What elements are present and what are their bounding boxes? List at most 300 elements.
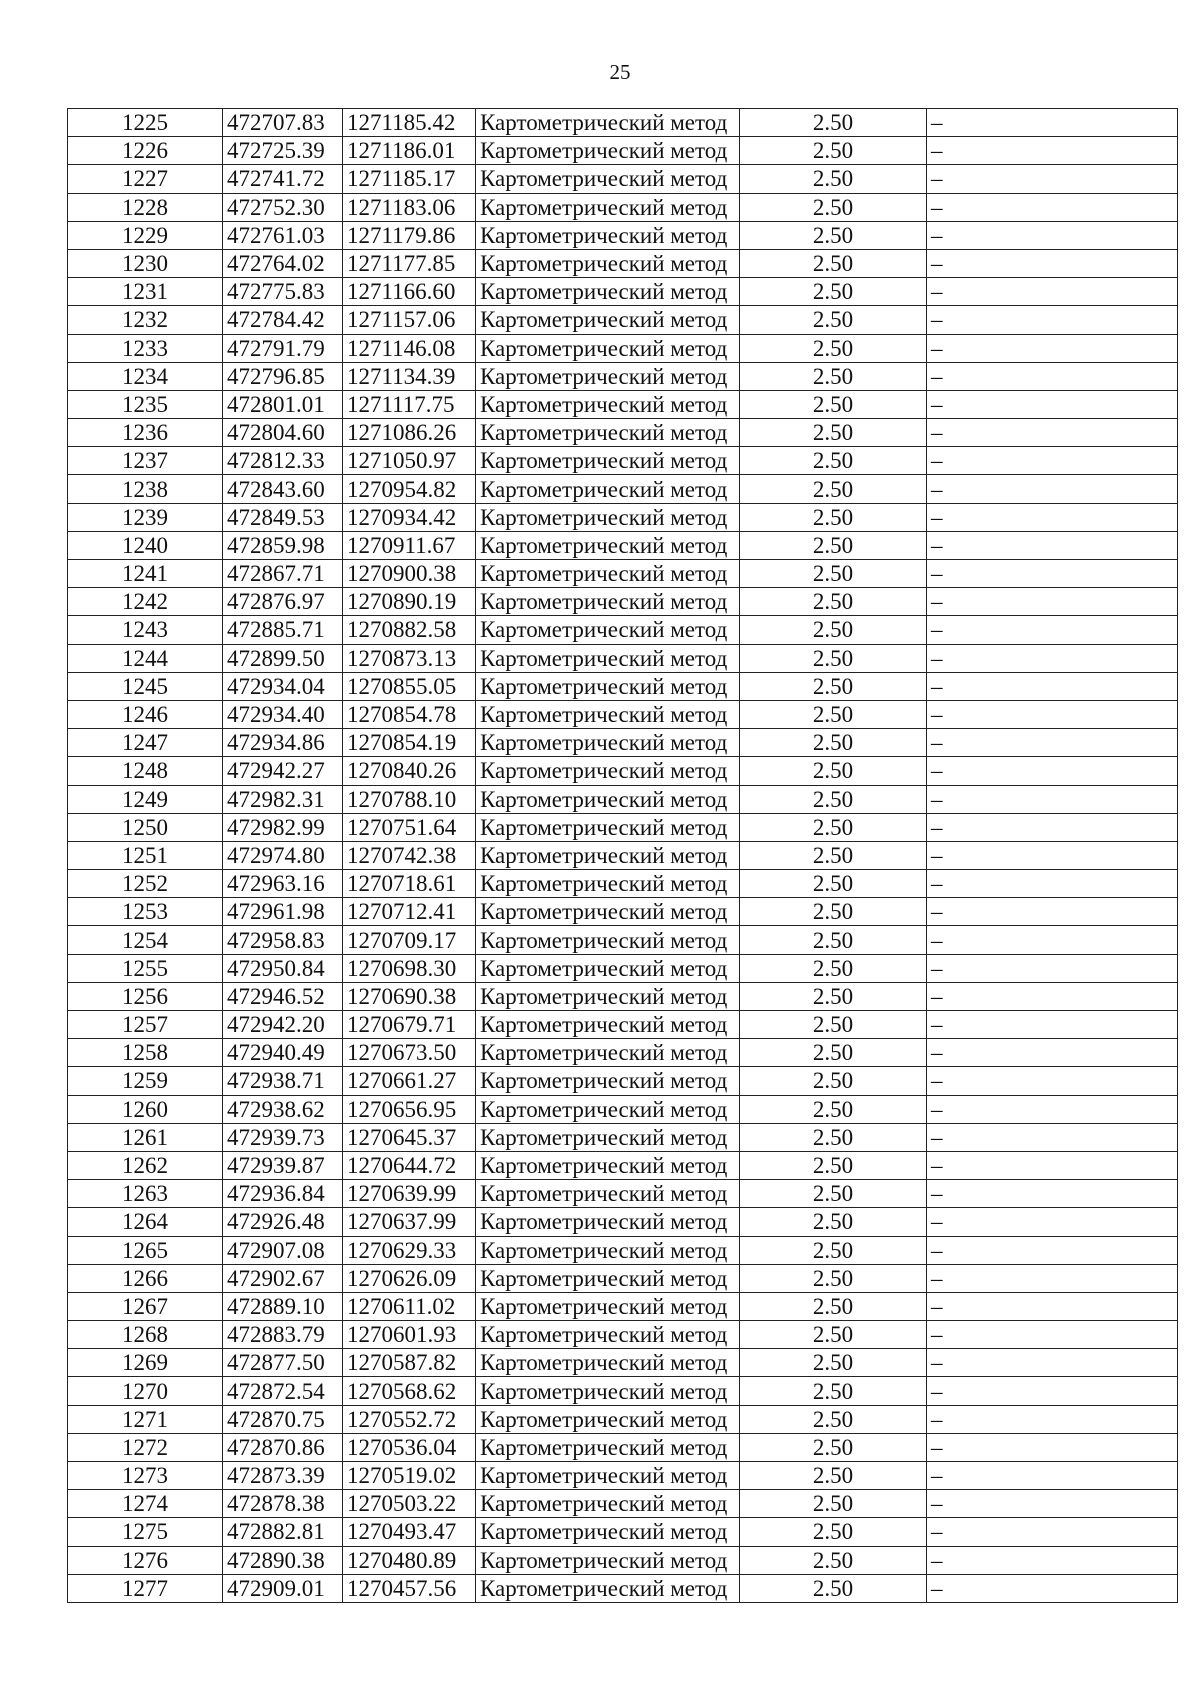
table-row: [68, 954, 1178, 982]
point-number-cell: 1270: [68, 1377, 223, 1405]
description-cell: –: [927, 785, 1178, 813]
y-coordinate-cell: 1270536.04: [343, 1433, 476, 1461]
table-row: [68, 729, 1178, 757]
precision-cell: 2.50: [740, 278, 927, 306]
x-coordinate-cell: 472873.39: [223, 1462, 343, 1490]
table-row: [68, 1236, 1178, 1264]
y-coordinate-cell: 1270645.37: [343, 1123, 476, 1151]
description-cell: –: [927, 419, 1178, 447]
table-row: [68, 785, 1178, 813]
point-number-cell: 1271: [68, 1405, 223, 1433]
description-cell: –: [927, 1208, 1178, 1236]
method-cell: Картометрический метод: [476, 926, 740, 954]
y-coordinate-cell: 1270568.62: [343, 1377, 476, 1405]
description-cell: –: [927, 560, 1178, 588]
method-cell: Картометрический метод: [476, 644, 740, 672]
description-cell: –: [927, 982, 1178, 1010]
precision-cell: 2.50: [740, 1433, 927, 1461]
x-coordinate-cell: 472902.67: [223, 1264, 343, 1292]
x-coordinate-cell: 472741.72: [223, 165, 343, 193]
precision-cell: 2.50: [740, 390, 927, 418]
description-cell: –: [927, 390, 1178, 418]
y-coordinate-cell: 1271185.42: [343, 109, 476, 137]
x-coordinate-cell: 472934.86: [223, 729, 343, 757]
x-coordinate-cell: 472791.79: [223, 334, 343, 362]
description-cell: –: [927, 1151, 1178, 1179]
precision-cell: 2.50: [740, 785, 927, 813]
point-number-cell: 1240: [68, 531, 223, 559]
description-cell: –: [927, 475, 1178, 503]
description-cell: –: [927, 447, 1178, 475]
x-coordinate-cell: 472963.16: [223, 870, 343, 898]
precision-cell: 2.50: [740, 700, 927, 728]
precision-cell: 2.50: [740, 1462, 927, 1490]
method-cell: Картометрический метод: [476, 841, 740, 869]
y-coordinate-cell: 1271177.85: [343, 249, 476, 277]
point-number-cell: 1267: [68, 1292, 223, 1320]
precision-cell: 2.50: [740, 1151, 927, 1179]
y-coordinate-cell: 1270698.30: [343, 954, 476, 982]
table-row: [68, 982, 1178, 1010]
point-number-cell: 1257: [68, 1011, 223, 1039]
table-row: [68, 1490, 1178, 1518]
point-number-cell: 1269: [68, 1349, 223, 1377]
description-cell: –: [927, 1546, 1178, 1574]
precision-cell: 2.50: [740, 757, 927, 785]
table-row: [68, 249, 1178, 277]
point-number-cell: 1235: [68, 390, 223, 418]
method-cell: Картометрический метод: [476, 588, 740, 616]
precision-cell: 2.50: [740, 1011, 927, 1039]
description-cell: –: [927, 898, 1178, 926]
x-coordinate-cell: 472961.98: [223, 898, 343, 926]
method-cell: Картометрический метод: [476, 165, 740, 193]
description-cell: –: [927, 1518, 1178, 1546]
y-coordinate-cell: 1270882.58: [343, 616, 476, 644]
method-cell: Картометрический метод: [476, 1321, 740, 1349]
table-row: [68, 926, 1178, 954]
point-number-cell: 1244: [68, 644, 223, 672]
x-coordinate-cell: 472870.86: [223, 1433, 343, 1461]
method-cell: Картометрический метод: [476, 419, 740, 447]
precision-cell: 2.50: [740, 419, 927, 447]
x-coordinate-cell: 472812.33: [223, 447, 343, 475]
description-cell: –: [927, 1377, 1178, 1405]
table-row: [68, 1349, 1178, 1377]
y-coordinate-cell: 1270690.38: [343, 982, 476, 1010]
method-cell: Картометрический метод: [476, 1039, 740, 1067]
table-row: [68, 898, 1178, 926]
description-cell: –: [927, 729, 1178, 757]
method-cell: Картометрический метод: [476, 306, 740, 334]
y-coordinate-cell: 1270718.61: [343, 870, 476, 898]
description-cell: –: [927, 503, 1178, 531]
y-coordinate-cell: 1271146.08: [343, 334, 476, 362]
description-cell: –: [927, 926, 1178, 954]
point-number-cell: 1274: [68, 1490, 223, 1518]
precision-cell: 2.50: [740, 870, 927, 898]
y-coordinate-cell: 1270480.89: [343, 1546, 476, 1574]
method-cell: Картометрический метод: [476, 249, 740, 277]
x-coordinate-cell: 472707.83: [223, 109, 343, 137]
method-cell: Картометрический метод: [476, 278, 740, 306]
y-coordinate-cell: 1270742.38: [343, 841, 476, 869]
x-coordinate-cell: 472890.38: [223, 1546, 343, 1574]
table-row: [68, 306, 1178, 334]
precision-cell: 2.50: [740, 560, 927, 588]
y-coordinate-cell: 1270644.72: [343, 1151, 476, 1179]
x-coordinate-cell: 472939.73: [223, 1123, 343, 1151]
x-coordinate-cell: 472938.71: [223, 1067, 343, 1095]
y-coordinate-cell: 1270493.47: [343, 1518, 476, 1546]
precision-cell: 2.50: [740, 1208, 927, 1236]
method-cell: Картометрический метод: [476, 531, 740, 559]
table-row: [68, 362, 1178, 390]
method-cell: Картометрический метод: [476, 193, 740, 221]
precision-cell: 2.50: [740, 193, 927, 221]
precision-cell: 2.50: [740, 1574, 927, 1602]
method-cell: Картометрический метод: [476, 700, 740, 728]
point-number-cell: 1276: [68, 1546, 223, 1574]
description-cell: –: [927, 954, 1178, 982]
table-row: [68, 1180, 1178, 1208]
precision-cell: 2.50: [740, 588, 927, 616]
y-coordinate-cell: 1270900.38: [343, 560, 476, 588]
point-number-cell: 1249: [68, 785, 223, 813]
x-coordinate-cell: 472752.30: [223, 193, 343, 221]
table-row: [68, 1546, 1178, 1574]
x-coordinate-cell: 472950.84: [223, 954, 343, 982]
method-cell: Картометрический метод: [476, 672, 740, 700]
precision-cell: 2.50: [740, 926, 927, 954]
description-cell: –: [927, 1405, 1178, 1433]
precision-cell: 2.50: [740, 954, 927, 982]
precision-cell: 2.50: [740, 503, 927, 531]
y-coordinate-cell: 1270788.10: [343, 785, 476, 813]
point-number-cell: 1259: [68, 1067, 223, 1095]
description-cell: –: [927, 1321, 1178, 1349]
table-row: [68, 1208, 1178, 1236]
precision-cell: 2.50: [740, 1518, 927, 1546]
point-number-cell: 1246: [68, 700, 223, 728]
precision-cell: 2.50: [740, 1377, 927, 1405]
x-coordinate-cell: 472843.60: [223, 475, 343, 503]
description-cell: –: [927, 1292, 1178, 1320]
table-row: [68, 1011, 1178, 1039]
point-number-cell: 1272: [68, 1433, 223, 1461]
precision-cell: 2.50: [740, 165, 927, 193]
table-row: [68, 700, 1178, 728]
method-cell: Картометрический метод: [476, 616, 740, 644]
x-coordinate-cell: 472725.39: [223, 137, 343, 165]
x-coordinate-cell: 472784.42: [223, 306, 343, 334]
x-coordinate-cell: 472804.60: [223, 419, 343, 447]
x-coordinate-cell: 472775.83: [223, 278, 343, 306]
y-coordinate-cell: 1271185.17: [343, 165, 476, 193]
description-cell: –: [927, 757, 1178, 785]
method-cell: Картометрический метод: [476, 1011, 740, 1039]
method-cell: Картометрический метод: [476, 1067, 740, 1095]
point-number-cell: 1233: [68, 334, 223, 362]
x-coordinate-cell: 472889.10: [223, 1292, 343, 1320]
precision-cell: 2.50: [740, 1180, 927, 1208]
x-coordinate-cell: 472942.27: [223, 757, 343, 785]
table-row: [68, 193, 1178, 221]
point-number-cell: 1275: [68, 1518, 223, 1546]
table-row: [68, 1518, 1178, 1546]
x-coordinate-cell: 472849.53: [223, 503, 343, 531]
y-coordinate-cell: 1270601.93: [343, 1321, 476, 1349]
precision-cell: 2.50: [740, 672, 927, 700]
point-number-cell: 1231: [68, 278, 223, 306]
y-coordinate-cell: 1270854.78: [343, 700, 476, 728]
method-cell: Картометрический метод: [476, 1546, 740, 1574]
method-cell: Картометрический метод: [476, 1180, 740, 1208]
point-number-cell: 1251: [68, 841, 223, 869]
precision-cell: 2.50: [740, 616, 927, 644]
method-cell: Картометрический метод: [476, 390, 740, 418]
x-coordinate-cell: 472878.38: [223, 1490, 343, 1518]
table-row: [68, 1292, 1178, 1320]
point-number-cell: 1245: [68, 672, 223, 700]
description-cell: –: [927, 362, 1178, 390]
y-coordinate-cell: 1271157.06: [343, 306, 476, 334]
table-row: [68, 334, 1178, 362]
method-cell: Картометрический метод: [476, 1405, 740, 1433]
table-row: [68, 137, 1178, 165]
table-row: [68, 1574, 1178, 1602]
table-row: [68, 1433, 1178, 1461]
table-row: [68, 757, 1178, 785]
precision-cell: 2.50: [740, 1067, 927, 1095]
x-coordinate-cell: 472870.75: [223, 1405, 343, 1433]
y-coordinate-cell: 1270519.02: [343, 1462, 476, 1490]
y-coordinate-cell: 1270873.13: [343, 644, 476, 672]
y-coordinate-cell: 1270751.64: [343, 813, 476, 841]
precision-cell: 2.50: [740, 644, 927, 672]
point-number-cell: 1236: [68, 419, 223, 447]
point-number-cell: 1253: [68, 898, 223, 926]
description-cell: –: [927, 700, 1178, 728]
description-cell: –: [927, 616, 1178, 644]
point-number-cell: 1264: [68, 1208, 223, 1236]
description-cell: –: [927, 221, 1178, 249]
method-cell: Картометрический метод: [476, 221, 740, 249]
method-cell: Картометрический метод: [476, 954, 740, 982]
y-coordinate-cell: 1270637.99: [343, 1208, 476, 1236]
method-cell: Картометрический метод: [476, 1433, 740, 1461]
x-coordinate-cell: 472876.97: [223, 588, 343, 616]
point-number-cell: 1239: [68, 503, 223, 531]
method-cell: Картометрический метод: [476, 503, 740, 531]
precision-cell: 2.50: [740, 109, 927, 137]
y-coordinate-cell: 1271183.06: [343, 193, 476, 221]
y-coordinate-cell: 1270934.42: [343, 503, 476, 531]
y-coordinate-cell: 1271186.01: [343, 137, 476, 165]
point-number-cell: 1238: [68, 475, 223, 503]
precision-cell: 2.50: [740, 531, 927, 559]
method-cell: Картометрический метод: [476, 757, 740, 785]
precision-cell: 2.50: [740, 1546, 927, 1574]
precision-cell: 2.50: [740, 1123, 927, 1151]
y-coordinate-cell: 1270840.26: [343, 757, 476, 785]
y-coordinate-cell: 1270890.19: [343, 588, 476, 616]
point-number-cell: 1248: [68, 757, 223, 785]
table-row: [68, 616, 1178, 644]
table-row: [68, 870, 1178, 898]
point-number-cell: 1225: [68, 109, 223, 137]
table-row: [68, 221, 1178, 249]
y-coordinate-cell: 1270661.27: [343, 1067, 476, 1095]
y-coordinate-cell: 1270679.71: [343, 1011, 476, 1039]
x-coordinate-cell: 472958.83: [223, 926, 343, 954]
description-cell: –: [927, 841, 1178, 869]
method-cell: Картометрический метод: [476, 813, 740, 841]
coordinates-table: [67, 108, 1178, 1603]
precision-cell: 2.50: [740, 1264, 927, 1292]
y-coordinate-cell: 1271117.75: [343, 390, 476, 418]
method-cell: Картометрический метод: [476, 1292, 740, 1320]
method-cell: Картометрический метод: [476, 362, 740, 390]
y-coordinate-cell: 1270503.22: [343, 1490, 476, 1518]
description-cell: –: [927, 137, 1178, 165]
point-number-cell: 1243: [68, 616, 223, 644]
precision-cell: 2.50: [740, 475, 927, 503]
y-coordinate-cell: 1271050.97: [343, 447, 476, 475]
description-cell: –: [927, 334, 1178, 362]
method-cell: Картометрический метод: [476, 137, 740, 165]
y-coordinate-cell: 1270954.82: [343, 475, 476, 503]
y-coordinate-cell: 1270709.17: [343, 926, 476, 954]
point-number-cell: 1255: [68, 954, 223, 982]
method-cell: Картометрический метод: [476, 1377, 740, 1405]
description-cell: –: [927, 870, 1178, 898]
method-cell: Картометрический метод: [476, 1095, 740, 1123]
point-number-cell: 1247: [68, 729, 223, 757]
y-coordinate-cell: 1270656.95: [343, 1095, 476, 1123]
table-row: [68, 1151, 1178, 1179]
method-cell: Картометрический метод: [476, 1123, 740, 1151]
description-cell: –: [927, 1180, 1178, 1208]
x-coordinate-cell: 472926.48: [223, 1208, 343, 1236]
description-cell: –: [927, 278, 1178, 306]
description-cell: –: [927, 531, 1178, 559]
point-number-cell: 1230: [68, 249, 223, 277]
point-number-cell: 1262: [68, 1151, 223, 1179]
precision-cell: 2.50: [740, 813, 927, 841]
table-row: [68, 1095, 1178, 1123]
table-row: [68, 531, 1178, 559]
precision-cell: 2.50: [740, 729, 927, 757]
y-coordinate-cell: 1271179.86: [343, 221, 476, 249]
description-cell: –: [927, 165, 1178, 193]
table-row: [68, 1067, 1178, 1095]
y-coordinate-cell: 1270587.82: [343, 1349, 476, 1377]
precision-cell: 2.50: [740, 982, 927, 1010]
description-cell: –: [927, 1574, 1178, 1602]
description-cell: –: [927, 1123, 1178, 1151]
x-coordinate-cell: 472872.54: [223, 1377, 343, 1405]
method-cell: Картометрический метод: [476, 475, 740, 503]
precision-cell: 2.50: [740, 1321, 927, 1349]
y-coordinate-cell: 1271166.60: [343, 278, 476, 306]
precision-cell: 2.50: [740, 249, 927, 277]
table-row: [68, 1123, 1178, 1151]
table-row: [68, 1321, 1178, 1349]
x-coordinate-cell: 472942.20: [223, 1011, 343, 1039]
method-cell: Картометрический метод: [476, 1151, 740, 1179]
point-number-cell: 1277: [68, 1574, 223, 1602]
description-cell: –: [927, 1490, 1178, 1518]
table-row: [68, 278, 1178, 306]
method-cell: Картометрический метод: [476, 1349, 740, 1377]
point-number-cell: 1226: [68, 137, 223, 165]
description-cell: –: [927, 1349, 1178, 1377]
x-coordinate-cell: 472982.99: [223, 813, 343, 841]
x-coordinate-cell: 472867.71: [223, 560, 343, 588]
precision-cell: 2.50: [740, 1039, 927, 1067]
y-coordinate-cell: 1270712.41: [343, 898, 476, 926]
table-row: [68, 165, 1178, 193]
precision-cell: 2.50: [740, 898, 927, 926]
description-cell: –: [927, 193, 1178, 221]
description-cell: –: [927, 813, 1178, 841]
table-row: [68, 813, 1178, 841]
point-number-cell: 1227: [68, 165, 223, 193]
method-cell: Картометрический метод: [476, 1574, 740, 1602]
point-number-cell: 1228: [68, 193, 223, 221]
description-cell: –: [927, 1462, 1178, 1490]
x-coordinate-cell: 472796.85: [223, 362, 343, 390]
point-number-cell: 1242: [68, 588, 223, 616]
x-coordinate-cell: 472899.50: [223, 644, 343, 672]
x-coordinate-cell: 472877.50: [223, 1349, 343, 1377]
precision-cell: 2.50: [740, 1236, 927, 1264]
point-number-cell: 1250: [68, 813, 223, 841]
x-coordinate-cell: 472939.87: [223, 1151, 343, 1179]
description-cell: –: [927, 1067, 1178, 1095]
x-coordinate-cell: 472936.84: [223, 1180, 343, 1208]
x-coordinate-cell: 472859.98: [223, 531, 343, 559]
table-row: [68, 390, 1178, 418]
description-cell: –: [927, 1011, 1178, 1039]
precision-cell: 2.50: [740, 221, 927, 249]
x-coordinate-cell: 472938.62: [223, 1095, 343, 1123]
table-row: [68, 560, 1178, 588]
precision-cell: 2.50: [740, 1490, 927, 1518]
x-coordinate-cell: 472907.08: [223, 1236, 343, 1264]
point-number-cell: 1256: [68, 982, 223, 1010]
table-row: [68, 503, 1178, 531]
description-cell: –: [927, 249, 1178, 277]
description-cell: –: [927, 109, 1178, 137]
precision-cell: 2.50: [740, 137, 927, 165]
precision-cell: 2.50: [740, 1292, 927, 1320]
y-coordinate-cell: 1271134.39: [343, 362, 476, 390]
x-coordinate-cell: 472934.04: [223, 672, 343, 700]
table-row: [68, 1377, 1178, 1405]
x-coordinate-cell: 472974.80: [223, 841, 343, 869]
x-coordinate-cell: 472801.01: [223, 390, 343, 418]
y-coordinate-cell: 1270673.50: [343, 1039, 476, 1067]
point-number-cell: 1252: [68, 870, 223, 898]
method-cell: Картометрический метод: [476, 1236, 740, 1264]
point-number-cell: 1254: [68, 926, 223, 954]
point-number-cell: 1258: [68, 1039, 223, 1067]
precision-cell: 2.50: [740, 1349, 927, 1377]
y-coordinate-cell: 1270611.02: [343, 1292, 476, 1320]
description-cell: –: [927, 1264, 1178, 1292]
